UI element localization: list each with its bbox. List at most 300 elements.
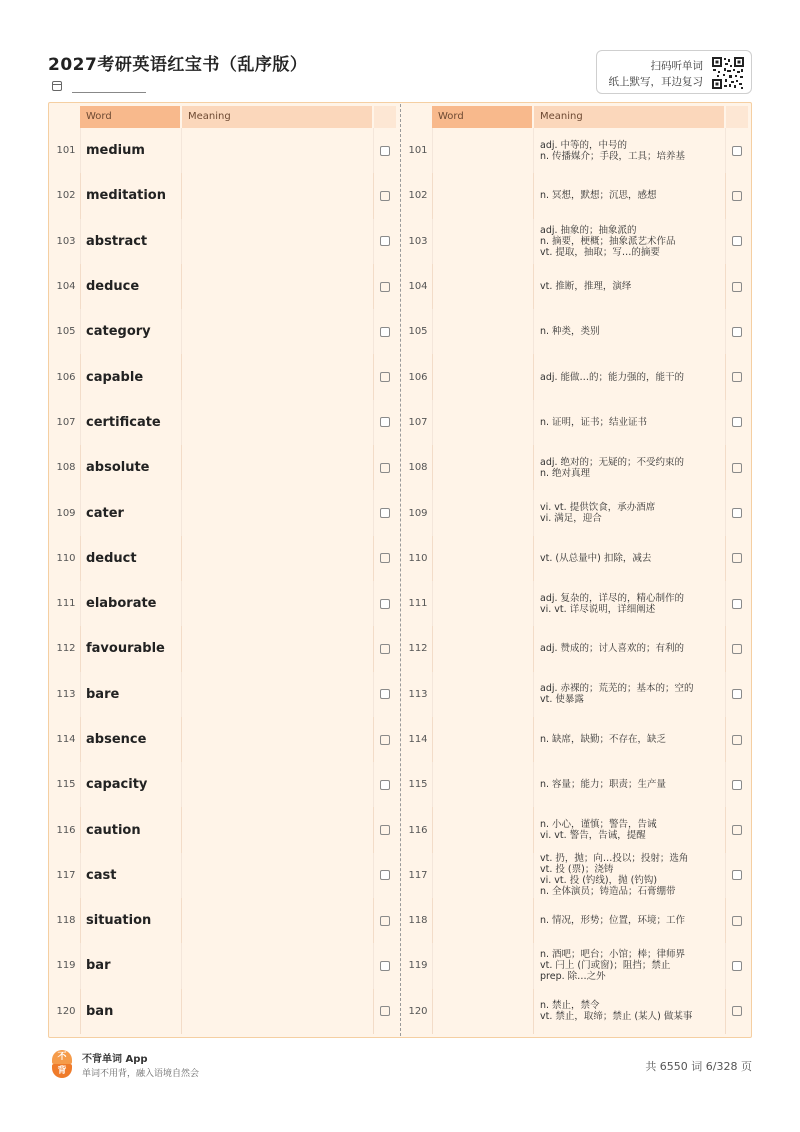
- row-number: 114: [408, 734, 428, 745]
- meaning-blank-cell[interactable]: [182, 536, 372, 581]
- column-separator: [80, 853, 81, 898]
- meaning-cell: n. 情况，形势；位置，环境；工作: [540, 915, 686, 927]
- calendar-icon: [52, 81, 62, 91]
- column-separator: [432, 354, 433, 399]
- review-checkbox[interactable]: [380, 463, 390, 473]
- review-checkbox[interactable]: [732, 961, 742, 971]
- review-checkbox[interactable]: [732, 191, 742, 201]
- review-checkbox[interactable]: [732, 372, 742, 382]
- word-cell: absence: [86, 732, 147, 747]
- meaning-cell: vi. vt. 提供饮食，承办酒席 vi. 满足，迎合: [540, 502, 656, 525]
- row-number: 115: [56, 779, 76, 791]
- column-separator: [80, 581, 81, 626]
- word-blank-cell[interactable]: [432, 898, 532, 943]
- review-checkbox-cell: [726, 128, 748, 173]
- review-checkbox-cell: [374, 309, 396, 354]
- row-number: 117: [56, 869, 76, 881]
- row-number: 103: [56, 235, 76, 247]
- column-separator: [533, 490, 534, 535]
- meaning-cell: n. 禁止，禁令 vt. 禁止，取缔；禁止 (某人) 做某事: [540, 1000, 693, 1023]
- word-blank-cell[interactable]: [432, 219, 532, 264]
- meaning-cell: n. 小心，谨慎；警告，告诫 vi. vt. 警告，告诫，提醒: [540, 819, 657, 842]
- review-checkbox[interactable]: [732, 1006, 742, 1016]
- column-separator: [80, 762, 81, 807]
- review-checkbox[interactable]: [732, 327, 742, 337]
- review-checkbox[interactable]: [732, 916, 742, 926]
- meaning-blank-cell[interactable]: [182, 853, 372, 898]
- column-separator: [181, 581, 182, 626]
- review-checkbox-cell: [726, 309, 748, 354]
- column-separator: [432, 581, 433, 626]
- row-number: 116: [408, 824, 428, 836]
- word-blank-cell[interactable]: [432, 354, 532, 399]
- review-checkbox-cell: [374, 581, 396, 626]
- row-number: 106: [408, 371, 428, 383]
- row-number: 108: [56, 462, 76, 474]
- review-checkbox[interactable]: [732, 146, 742, 156]
- header-meaning: Meaning: [182, 106, 372, 128]
- column-separator: [533, 717, 534, 762]
- meaning-cell: n. 容量；能力；职责；生产量: [540, 779, 667, 791]
- row-number: 116: [56, 824, 76, 836]
- word-blank-cell[interactable]: [432, 128, 532, 173]
- column-separator: [432, 807, 433, 852]
- row-number: 112: [56, 643, 76, 655]
- row-number: 113: [56, 688, 76, 700]
- column-separator: [533, 989, 534, 1034]
- review-checkbox-cell: [726, 354, 748, 399]
- row-number: 108: [408, 462, 428, 474]
- meaning-blank-cell[interactable]: [182, 490, 372, 535]
- meaning-cell: vt. (从总量中) 扣除，减去: [540, 552, 652, 564]
- meaning-cell: n. 酒吧；吧台；小馆；棒；律师界 vt. 闩上 (门或窗)；阻挡；禁止 prep. 除…之外: [540, 949, 686, 983]
- column-separator: [181, 264, 182, 309]
- column-separator: [432, 445, 433, 490]
- row-number: 102: [56, 190, 76, 202]
- meaning-cell: adj. 抽象的；抽象派的 n. 摘要，梗概；抽象派艺术作品 vt. 提取，抽取；写…的摘要: [540, 224, 676, 258]
- column-separator: [181, 853, 182, 898]
- column-separator: [533, 264, 534, 309]
- column-separator: [533, 445, 534, 490]
- meaning-cell: n. 种类，类别: [540, 326, 600, 338]
- word-blank-cell[interactable]: [432, 400, 532, 445]
- column-separator: [181, 354, 182, 399]
- meaning-blank-cell[interactable]: [182, 626, 372, 671]
- meaning-cell: adj. 中等的，中号的 n. 传播媒介；手段，工具；培养基: [540, 139, 686, 162]
- review-checkbox[interactable]: [732, 508, 742, 518]
- word-blank-cell[interactable]: [432, 943, 532, 988]
- word-cell: cast: [86, 867, 117, 883]
- row-number: 111: [408, 598, 428, 610]
- column-separator: [181, 717, 182, 762]
- review-checkbox-cell: [726, 445, 748, 490]
- row-number: 101: [56, 145, 76, 157]
- meaning-blank-cell[interactable]: [182, 762, 372, 807]
- row-number: 105: [56, 326, 76, 338]
- word-blank-cell[interactable]: [432, 807, 532, 852]
- word-cell: ban: [86, 1003, 114, 1019]
- row-number: 106: [56, 371, 76, 383]
- review-checkbox[interactable]: [380, 735, 390, 745]
- word-cell: caution: [86, 822, 141, 838]
- word-blank-cell[interactable]: [432, 309, 532, 354]
- page-title: 2027考研英语红宝书（乱序版）: [48, 55, 308, 75]
- review-checkbox[interactable]: [380, 780, 390, 790]
- review-checkbox-cell: [374, 898, 396, 943]
- row-number: 104: [56, 281, 76, 293]
- word-blank-cell[interactable]: [432, 445, 532, 490]
- word-blank-cell[interactable]: [432, 762, 532, 807]
- word-cell: capacity: [86, 777, 148, 793]
- review-checkbox-cell: [726, 898, 748, 943]
- column-separator: [80, 717, 81, 762]
- row-number: 118: [408, 915, 428, 927]
- review-checkbox-cell: [374, 173, 396, 218]
- column-separator: [432, 400, 433, 445]
- review-checkbox-cell: [374, 626, 396, 671]
- column-separator: [80, 672, 81, 717]
- qr-caption: [609, 58, 704, 90]
- row-number: 110: [56, 552, 76, 564]
- column-separator: [80, 400, 81, 445]
- column-separator: [181, 807, 182, 852]
- column-separator: [432, 219, 433, 264]
- word-blank-cell[interactable]: [432, 672, 532, 717]
- review-checkbox[interactable]: [732, 599, 742, 609]
- meaning-blank-cell[interactable]: [182, 717, 372, 762]
- column-separator: [533, 853, 534, 898]
- row-number: 112: [408, 643, 428, 655]
- column-separator: [432, 989, 433, 1034]
- column-separator: [80, 219, 81, 264]
- column-separator: [432, 943, 433, 988]
- column-separator: [80, 626, 81, 671]
- review-checkbox-cell: [726, 173, 748, 218]
- column-separator: [80, 354, 81, 399]
- word-cell: capable: [86, 369, 144, 385]
- row-number: 117: [408, 869, 428, 881]
- review-checkbox-cell: [726, 807, 748, 852]
- column-separator: [432, 717, 433, 762]
- header-word: Word: [80, 106, 180, 128]
- word-blank-cell[interactable]: [432, 853, 532, 898]
- review-checkbox-cell: [374, 400, 396, 445]
- review-checkbox[interactable]: [732, 417, 742, 427]
- word-cell: deduct: [86, 550, 137, 566]
- review-checkbox[interactable]: [380, 327, 390, 337]
- row-number: 109: [408, 507, 428, 519]
- meaning-cell: adj. 赞成的；讨人喜欢的；有利的: [540, 643, 685, 655]
- column-separator: [181, 309, 182, 354]
- column-separator: [533, 898, 534, 943]
- column-separator: [432, 173, 433, 218]
- row-number: 101: [408, 145, 428, 157]
- review-checkbox-cell: [726, 672, 748, 717]
- meaning-blank-cell[interactable]: [182, 943, 372, 988]
- page-counter: 共 6550 词 6/328 页: [645, 1060, 752, 1073]
- review-checkbox[interactable]: [380, 282, 390, 292]
- date-blank-line[interactable]: [72, 92, 146, 93]
- meaning-blank-cell[interactable]: [182, 309, 372, 354]
- review-checkbox[interactable]: [732, 825, 742, 835]
- review-checkbox[interactable]: [380, 553, 390, 563]
- word-blank-cell[interactable]: [432, 173, 532, 218]
- row-number: 119: [408, 960, 428, 972]
- review-checkbox-cell: [726, 626, 748, 671]
- column-separator: [181, 445, 182, 490]
- review-checkbox[interactable]: [380, 372, 390, 382]
- header-meaning: Meaning: [534, 106, 724, 128]
- review-checkbox-cell: [726, 943, 748, 988]
- meaning-blank-cell[interactable]: [182, 128, 372, 173]
- meaning-blank-cell[interactable]: [182, 264, 372, 309]
- column-separator: [432, 853, 433, 898]
- review-checkbox-cell: [374, 672, 396, 717]
- row-number: 119: [56, 960, 76, 972]
- column-separator: [80, 445, 81, 490]
- column-separator: [432, 536, 433, 581]
- meaning-blank-cell[interactable]: [182, 898, 372, 943]
- row-number: 115: [408, 779, 428, 791]
- column-separator: [432, 264, 433, 309]
- row-number: 107: [408, 416, 428, 428]
- word-blank-cell[interactable]: [432, 581, 532, 626]
- meaning-blank-cell[interactable]: [182, 219, 372, 264]
- review-checkbox[interactable]: [380, 236, 390, 246]
- review-checkbox[interactable]: [380, 825, 390, 835]
- meaning-blank-cell[interactable]: [182, 581, 372, 626]
- word-blank-cell[interactable]: [432, 626, 532, 671]
- review-checkbox[interactable]: [380, 146, 390, 156]
- qr-line-2: 纸上默写，耳边复习: [608, 76, 703, 88]
- word-blank-cell[interactable]: [432, 989, 532, 1034]
- word-blank-cell[interactable]: [432, 264, 532, 309]
- review-checkbox[interactable]: [380, 191, 390, 201]
- word-cell: situation: [86, 913, 152, 929]
- word-blank-cell[interactable]: [432, 536, 532, 581]
- column-separator: [533, 807, 534, 852]
- column-separator: [432, 672, 433, 717]
- column-separator: [181, 173, 182, 218]
- column-separator: [80, 536, 81, 581]
- review-checkbox[interactable]: [380, 870, 390, 880]
- column-separator: [80, 309, 81, 354]
- column-separator: [181, 672, 182, 717]
- meaning-cell: adj. 复杂的，详尽的，精心制作的 vi. vt. 详尽说明，详细阐述: [540, 592, 685, 615]
- word-cell: cater: [86, 505, 124, 521]
- column-separator: [432, 128, 433, 173]
- review-checkbox-cell: [726, 536, 748, 581]
- word-cell: certificate: [86, 414, 161, 430]
- date-field[interactable]: [52, 80, 152, 94]
- row-number: 103: [408, 235, 428, 247]
- review-checkbox-cell: [374, 989, 396, 1034]
- meaning-blank-cell[interactable]: [182, 354, 372, 399]
- word-cell: deduce: [86, 279, 140, 295]
- meaning-cell: adj. 绝对的；无疑的；不受约束的 n. 绝对真理: [540, 456, 685, 479]
- review-checkbox-cell: [726, 490, 748, 535]
- review-checkbox-cell: [374, 354, 396, 399]
- review-checkbox-cell: [374, 762, 396, 807]
- review-checkbox-cell: [374, 219, 396, 264]
- meaning-blank-cell[interactable]: [182, 807, 372, 852]
- review-checkbox-cell: [374, 717, 396, 762]
- review-checkbox[interactable]: [732, 553, 742, 563]
- column-separator: [181, 626, 182, 671]
- column-separator: [80, 128, 81, 173]
- review-checkbox-cell: [374, 807, 396, 852]
- review-checkbox-cell: [374, 128, 396, 173]
- meaning-cell: n. 证明，证书；结业证书: [540, 416, 648, 428]
- column-separator: [432, 309, 433, 354]
- audio-qr-card[interactable]: [596, 50, 752, 94]
- column-separator: [181, 400, 182, 445]
- row-number: 110: [408, 552, 428, 564]
- column-separator: [181, 943, 182, 988]
- review-checkbox-cell: [374, 943, 396, 988]
- column-separator: [533, 626, 534, 671]
- column-separator: [533, 219, 534, 264]
- column-separator: [432, 490, 433, 535]
- review-checkbox[interactable]: [380, 1006, 390, 1016]
- review-checkbox[interactable]: [380, 961, 390, 971]
- qr-code-icon[interactable]: [711, 56, 745, 90]
- review-checkbox[interactable]: [380, 417, 390, 427]
- column-separator: [533, 309, 534, 354]
- column-separator: [533, 128, 534, 173]
- word-cell: abstract: [86, 233, 148, 249]
- review-checkbox-cell: [374, 264, 396, 309]
- word-blank-cell[interactable]: [432, 490, 532, 535]
- review-checkbox-cell: [374, 536, 396, 581]
- meaning-cell: adj. 能做…的；能力强的，能干的: [540, 371, 685, 383]
- column-separator: [181, 898, 182, 943]
- word-cell: category: [86, 324, 151, 340]
- column-separator: [80, 807, 81, 852]
- column-separator: [80, 989, 81, 1034]
- column-separator: [533, 173, 534, 218]
- column-separator: [181, 490, 182, 535]
- row-number: 102: [408, 190, 428, 202]
- review-checkbox[interactable]: [732, 780, 742, 790]
- row-number: 107: [56, 416, 76, 428]
- meaning-blank-cell[interactable]: [182, 400, 372, 445]
- meaning-blank-cell[interactable]: [182, 445, 372, 490]
- row-number: 105: [408, 326, 428, 338]
- review-checkbox-cell: [374, 490, 396, 535]
- word-cell: meditation: [86, 188, 166, 204]
- column-separator: [432, 898, 433, 943]
- review-checkbox[interactable]: [732, 236, 742, 246]
- column-separator: [432, 626, 433, 671]
- header-check: [726, 106, 748, 128]
- meaning-blank-cell[interactable]: [182, 173, 372, 218]
- column-separator: [533, 354, 534, 399]
- column-separator: [533, 400, 534, 445]
- word-cell: medium: [86, 143, 145, 159]
- app-name: 不背单词 App: [82, 1054, 148, 1065]
- review-checkbox[interactable]: [732, 282, 742, 292]
- column-separator: [80, 943, 81, 988]
- logo-bottom-glyph: 背: [52, 1064, 72, 1078]
- qr-line-1: 扫码听单词: [650, 60, 703, 72]
- review-checkbox-cell: [726, 853, 748, 898]
- review-checkbox[interactable]: [380, 916, 390, 926]
- review-checkbox-cell: [726, 264, 748, 309]
- column-separator: [181, 762, 182, 807]
- word-cell: bar: [86, 958, 111, 974]
- app-logo: [52, 1050, 72, 1078]
- review-checkbox[interactable]: [732, 463, 742, 473]
- review-checkbox[interactable]: [732, 644, 742, 654]
- row-number: 113: [408, 688, 428, 700]
- meaning-cell: n. 缺席，缺勤；不存在，缺乏: [540, 734, 667, 745]
- review-checkbox[interactable]: [732, 689, 742, 699]
- column-separator: [432, 762, 433, 807]
- word-cell: bare: [86, 686, 120, 702]
- header-word: Word: [432, 106, 532, 128]
- review-checkbox-cell: [726, 717, 748, 762]
- word-blank-cell[interactable]: [432, 717, 532, 762]
- meaning-blank-cell[interactable]: [182, 672, 372, 717]
- review-checkbox-cell: [726, 581, 748, 626]
- review-checkbox-cell: [726, 400, 748, 445]
- review-checkbox[interactable]: [732, 870, 742, 880]
- column-separator: [181, 989, 182, 1034]
- logo-top-glyph: 不: [52, 1050, 72, 1064]
- row-number: 104: [408, 281, 428, 293]
- review-checkbox[interactable]: [732, 735, 742, 745]
- review-checkbox-cell: [374, 853, 396, 898]
- meaning-cell: vt. 推断，推理，演绎: [540, 281, 632, 293]
- row-number: 120: [56, 1005, 76, 1017]
- word-cell: elaborate: [86, 596, 157, 612]
- meaning-blank-cell[interactable]: [182, 989, 372, 1034]
- column-separator: [181, 219, 182, 264]
- column-separator: [80, 490, 81, 535]
- row-number: 111: [56, 598, 76, 610]
- review-checkbox[interactable]: [380, 508, 390, 518]
- review-checkbox[interactable]: [380, 644, 390, 654]
- word-cell: favourable: [86, 641, 165, 657]
- column-separator: [533, 672, 534, 717]
- column-separator: [533, 943, 534, 988]
- column-separator: [181, 128, 182, 173]
- meaning-cell: vt. 扔，抛；向…投以；投射；选角 vt. 投 (票)；浇铸 vi. vt. 投 (钓线)，抛 (钓钩) n. 全体演员；铸造品；石膏绷带: [540, 853, 689, 898]
- column-separator: [533, 762, 534, 807]
- fold-divider: [400, 104, 401, 1036]
- review-checkbox[interactable]: [380, 689, 390, 699]
- meaning-cell: adj. 赤裸的；荒芜的；基本的；空的 vt. 使暴露: [540, 683, 694, 706]
- row-number: 118: [56, 915, 76, 927]
- review-checkbox-cell: [726, 219, 748, 264]
- review-checkbox-cell: [726, 762, 748, 807]
- review-checkbox[interactable]: [380, 599, 390, 609]
- column-separator: [181, 536, 182, 581]
- row-number: 109: [56, 507, 76, 519]
- column-separator: [533, 581, 534, 626]
- column-separator: [533, 536, 534, 581]
- column-separator: [80, 173, 81, 218]
- review-checkbox-cell: [726, 989, 748, 1034]
- row-number: 114: [56, 734, 76, 745]
- column-separator: [80, 898, 81, 943]
- meaning-cell: n. 冥想，默想；沉思，感想: [540, 190, 657, 202]
- app-slogan: 单词不用背，融入语境自然会: [82, 1069, 200, 1079]
- review-checkbox-cell: [374, 445, 396, 490]
- header-check: [374, 106, 396, 128]
- column-separator: [80, 264, 81, 309]
